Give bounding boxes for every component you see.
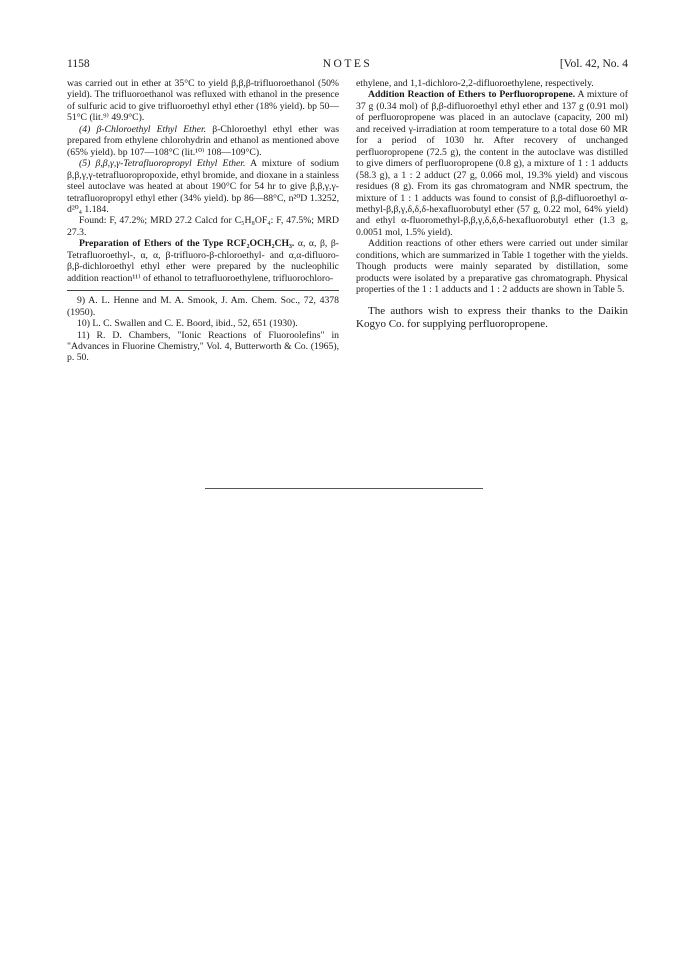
paragraph-text: A mixture of sodium β,β,γ,γ-tetrafluoropropoxide, ethyl bromide, and dioxane in a stainless steel autoclave was heated at about 190°C for 54 hr to give β,β,γ,γ-tetrafluoropropyl ethyl ether (34% yield). bp 86—88°C, n²⁰D 1.3252, d²⁰₄ 1.184. [67,158,340,215]
section-subheading: (5) β,β,γ,γ-Tetrafluoropropyl Ethyl Ether. [79,158,246,170]
paragraph-text: α, α, β, β-Tetrafluoroethyl-, α, α, β-trifluoro-β-chloroethyl- and α,α-difluoro-β,β-dichloroethyl ethyl ether were prepared by the nucleophilic addition reaction¹¹⁾ of ethanol to tetrafluoroethylene, trifluorochloro- [67,238,339,284]
analysis-line: Found: F, 47.2%; MRD 27.2 Calcd for C₅H₈OF₄: F, 47.5%; MRD 27.3. [67,215,339,238]
page-header [67,58,628,74]
paragraph [67,238,339,284]
section-heading: Preparation of Ethers of the Type RCF₂OCH₂CH₃. [79,238,295,250]
volume-issue: [Vol. 42, No. 4 [559,58,628,70]
section-subheading: (4) β-Chloroethyl Ethyl Ether. [79,123,207,135]
left-column [67,78,339,364]
footnote: 10) L. C. Swallen and C. E. Boord, ibid., 52, 651 (1930). [77,318,298,330]
end-of-article-rule [205,488,483,489]
paragraph [67,124,339,158]
paragraph: was carried out in ether at 35°C to yield β,β,β-trifluoroethanol (50% yield). The trifluoroethanol was refluxed with ethanol in the presence of sulfuric acid to give trifluoroethyl ethyl ether (18% yield). bp 50—51°C (lit.⁹⁾ 49.9°C). [67,78,339,124]
acknowledgement [356,305,628,331]
paragraph-text: β-Chloroethyl ethyl ether was prepared from ethylene chlorohydrin and ethanol as mentioned above (65% yield). bp 107—108°C (lit.¹⁰⁾ 108—109°C). [67,123,339,158]
paragraph: Addition reactions of other ethers were carried out under similar conditions, which are summarized in Table 1 together with the yields. Though products were mainly separated by distillation, some products were isolated by a preparative gas chromatograph. Physical properties of the 1 : 1 adducts and 1 : 2 adducts are shown in Table 5. [356,238,628,296]
paragraph [356,89,628,238]
paragraph: ethylene, and 1,1-dichloro-2,2-difluoroethylene, respectively. [356,78,594,89]
acknowledgement-text: The authors wish to express their thanks to the Daikin Kogyo Co. for supplying perfluoropropene. [356,304,628,330]
paragraph [67,158,339,215]
paragraph-text: A mixture of 37 g (0.34 mol) of β,β-difluoroethyl ethyl ether and 137 g (0.91 mol) of perfluoropropene was placed in an autoclave (capacity, 200 ml) and received γ-irradiation at room temperature to a total dose 60 MR for a period of 1030 hr. After recovery of unchanged perfluoropropene (72.5 g), the content in the autoclave was distilled to give dimers of perfluoropropene (0.8 g), a mixture of 1 : 1 adducts (58.3 g), a 1 : 2 adduct (27 g, 0.066 mol, 19.3% yield) and viscous residues (8 g). From its gas chromatogram and NMR spectrum, the mixture of 1 : 1 adducts was found to consist of β,β-difluoroethyl α-methyl-β,β,γ,δ,δ,δ-hexafluorobutyl ether (57 g, 0.22 mol, 64% yield) and ethyl α-fluoromethyl-β,β,γ,δ,δ,δ-hexafluorobutyl ether (1.3 g, 0.0051 mol, 1.5% yield). [356,89,628,238]
section-heading: Addition Reaction of Ethers to Perfluoropropene. [368,89,576,101]
footnotes [67,295,339,364]
right-column [356,78,628,331]
running-title: NOTES [322,58,373,70]
footnote: 9) A. L. Henne and M. A. Smook, J. Am. Chem. Soc., 72, 4378 (1950). [67,295,339,318]
page-number: 1158 [67,58,90,70]
footnote-divider [67,290,339,291]
footnote: 11) R. D. Chambers, "Ionic Reactions of Fluoroolefins" in "Advances in Fluorine Chemistry," Vol. 4, Butterworth & Co. (1965), p. 50. [67,329,339,364]
